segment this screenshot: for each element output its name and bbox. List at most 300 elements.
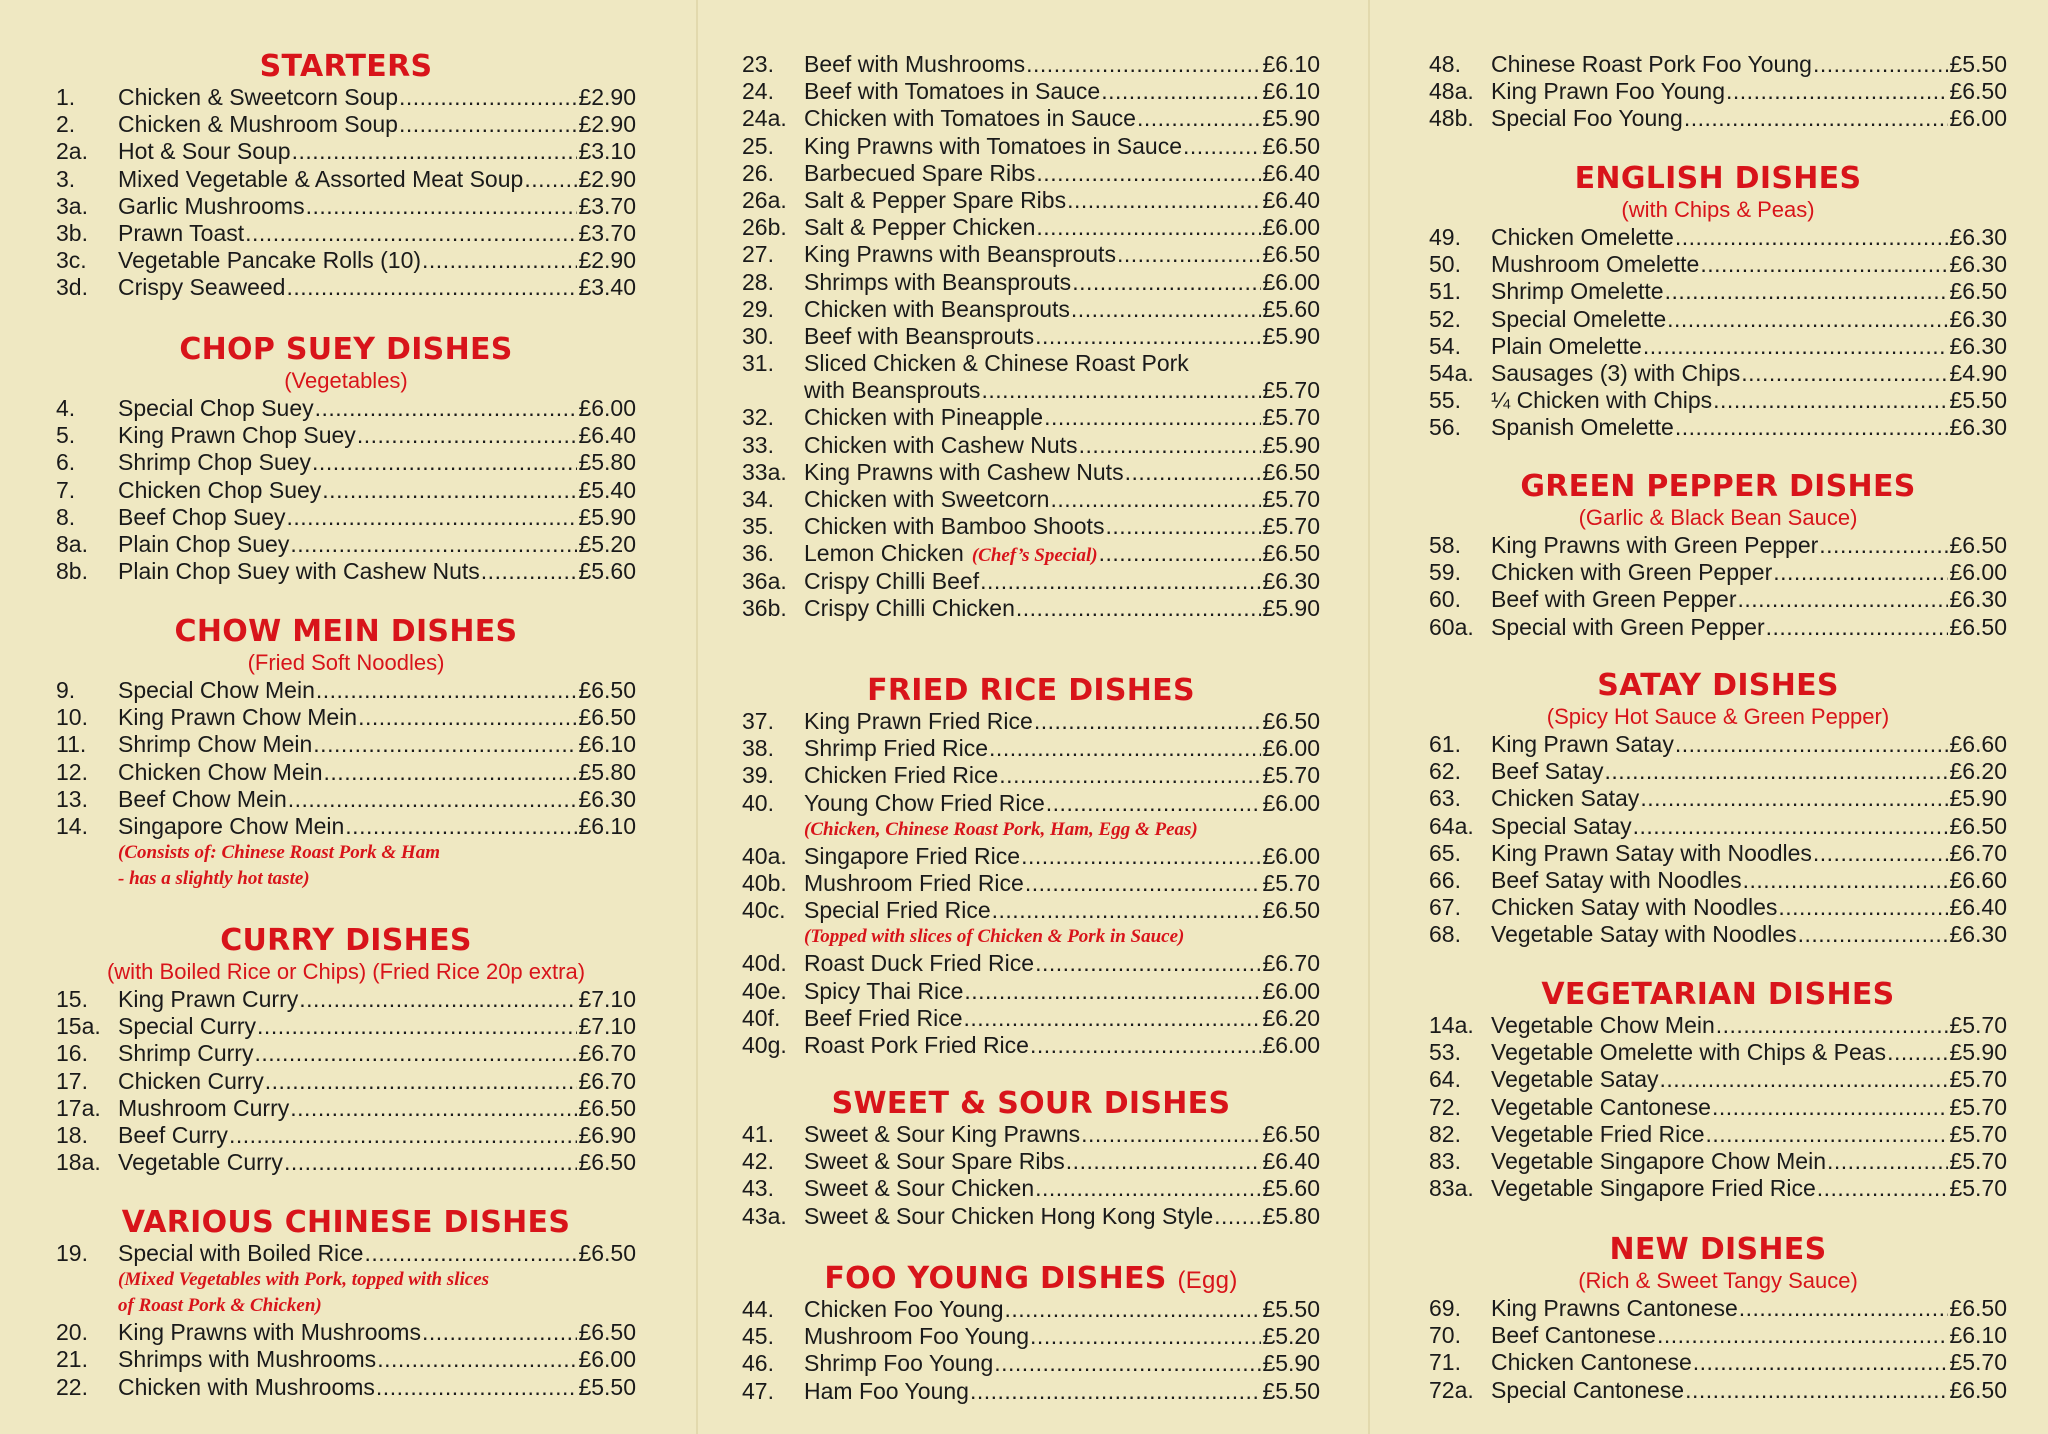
item-number: 41. [742, 1121, 774, 1147]
item-name: Spanish Omelette [1491, 414, 1674, 441]
item-price: £5.70 [1262, 377, 1320, 404]
item-number: 67. [1429, 894, 1461, 921]
menu-item-row [742, 78, 1320, 105]
item-name: Chicken with Tomatoes in Sauce [804, 105, 1136, 132]
item-name: King Prawn Fried Rice [804, 708, 1033, 734]
dot-leader [970, 1378, 1261, 1405]
item-price: £6.00 [578, 1346, 636, 1373]
section-curry-dishes [56, 924, 636, 1176]
item-price: £6.70 [578, 1067, 636, 1094]
menu-item-row [1429, 51, 2007, 78]
item-number: 16. [56, 1040, 88, 1067]
item-name: King Prawns with Beansprouts [804, 241, 1116, 268]
dot-leader [1813, 51, 1949, 78]
item-number: 40d. [742, 950, 787, 977]
item-number: 40f. [742, 1004, 781, 1031]
menu-item-row [742, 51, 1320, 78]
dot-leader [1035, 323, 1261, 350]
menu-item-row [1429, 921, 2007, 948]
dot-leader [357, 422, 578, 449]
item-number: 34. [742, 486, 774, 512]
menu-item-row [1429, 306, 2007, 333]
menu-item-row [1429, 414, 2007, 441]
section-title [742, 1262, 1320, 1296]
item-number: 26. [742, 159, 774, 186]
menu-item-row [1429, 532, 2007, 559]
section-title [742, 674, 1320, 708]
dot-leader [422, 1319, 577, 1346]
item-price: £4.90 [1949, 359, 2007, 386]
dot-leader [1081, 1121, 1261, 1148]
dot-leader [1072, 269, 1261, 296]
item-price: £6.50 [1262, 132, 1320, 159]
section-fried-rice-dishes [742, 674, 1320, 1059]
item-number: 51. [1429, 278, 1461, 305]
item-price: £5.70 [1262, 404, 1320, 431]
item-name-continued: with Beansprouts [804, 377, 981, 404]
dot-leader [322, 477, 577, 504]
dot-leader [1016, 595, 1262, 622]
item-price: £3.70 [578, 192, 636, 219]
item-name: Barbecued Spare Ribs [804, 159, 1036, 186]
item-number: 19. [56, 1240, 88, 1266]
item-name: Vegetable Singapore Fried Rice [1491, 1175, 1816, 1202]
item-number: 54. [1429, 332, 1461, 359]
menu-item-row [742, 1175, 1320, 1202]
dot-leader [1685, 1377, 1948, 1404]
item-number: 6. [56, 449, 76, 476]
dot-leader [265, 1068, 578, 1095]
item-price: £5.90 [1949, 1039, 2007, 1066]
item-price: £5.60 [1262, 295, 1320, 322]
item-price: £2.90 [578, 84, 636, 110]
item-name: King Prawns with Tomatoes in Sauce [804, 132, 1182, 159]
item-note: (Consists of: Chinese Roast Pork & Ham [118, 842, 440, 864]
item-price: £6.10 [578, 812, 636, 839]
item-price: £3.10 [578, 138, 636, 165]
item-number: 59. [1429, 559, 1461, 586]
menu-item-row [56, 166, 636, 193]
menu-item-row [742, 377, 1320, 404]
menu-item-row [1429, 1322, 2007, 1349]
section-title-text: CHOP SUEY DISHES [179, 332, 513, 367]
dot-leader [399, 111, 577, 138]
item-price: £5.20 [1262, 1323, 1320, 1350]
item-price: £5.80 [578, 449, 636, 476]
dot-leader [292, 138, 578, 165]
section-title [742, 1087, 1320, 1121]
item-price: £5.60 [1262, 1175, 1320, 1202]
item-name: Special with Boiled Rice [118, 1240, 364, 1266]
menu-item-row [56, 1040, 636, 1067]
section-title [56, 333, 636, 367]
section-title-text: GREEN PEPPER DISHES [1520, 469, 1916, 504]
item-price: £6.70 [1949, 839, 2007, 866]
item-price: £5.50 [1949, 51, 2007, 77]
item-number: 40a. [742, 842, 787, 869]
menu-item-row [742, 978, 1320, 1005]
item-name: Ham Foo Young [804, 1377, 969, 1404]
item-name: Plain Chop Suey [118, 530, 290, 557]
dot-leader [1693, 1349, 1949, 1376]
section-sweet-sour-dishes [742, 1087, 1320, 1230]
section-subtitle: (Spicy Hot Sauce & Green Pepper) [1546, 704, 1890, 729]
menu-item-row [56, 1068, 636, 1095]
dot-leader [1675, 414, 1949, 441]
item-price: £6.40 [1262, 1148, 1320, 1175]
item-number: 17. [56, 1067, 88, 1094]
menu-item-row [56, 531, 636, 558]
item-price: £7.10 [578, 986, 636, 1012]
dot-leader [1117, 241, 1262, 268]
item-name: Chicken & Mushroom Soup [118, 111, 398, 138]
item-price: £5.70 [1949, 1120, 2007, 1147]
item-name: Beef with Mushrooms [804, 51, 1026, 77]
menu-item-row [742, 432, 1320, 459]
item-price: £6.50 [1949, 1376, 2007, 1403]
menu-item-row [1429, 586, 2007, 613]
section-title [1429, 978, 2007, 1012]
dot-leader [992, 897, 1262, 924]
item-name: Sweet & Sour Chicken [804, 1175, 1035, 1202]
item-number: 71. [1429, 1349, 1461, 1376]
item-price: £6.40 [1262, 159, 1320, 186]
dot-leader [324, 759, 578, 786]
item-name: King Prawns with Cashew Nuts [804, 458, 1124, 485]
menu-item-row [1429, 278, 2007, 305]
dot-leader [1079, 432, 1262, 459]
item-price: £6.50 [1262, 540, 1320, 567]
item-name: Shrimps with Mushrooms [118, 1346, 377, 1373]
dot-leader [1643, 333, 1949, 360]
section-title-text: NEW DISHES [1609, 1232, 1827, 1267]
item-number: 60a. [1429, 613, 1474, 640]
item-number: 42. [742, 1148, 774, 1175]
section-starters [56, 50, 636, 302]
dot-leader [481, 558, 578, 585]
menu-item-row [56, 422, 636, 449]
item-name: Shrimp Omelette [1491, 278, 1664, 305]
menu-item-row [742, 241, 1320, 268]
item-number: 83a. [1429, 1175, 1474, 1202]
dot-leader [1675, 224, 1949, 251]
dot-leader [364, 1240, 577, 1267]
menu-item-row [56, 786, 636, 813]
item-price: £6.40 [578, 422, 636, 449]
item-number: 38. [742, 735, 774, 762]
item-price: £6.30 [1949, 224, 2007, 250]
section-title [1429, 470, 2007, 504]
menu-item-row [742, 762, 1320, 789]
menu-item-row [56, 1240, 636, 1267]
section-subtitle: (with Boiled Rice or Chips) (Fried Rice 20p extra) [106, 959, 586, 984]
item-number: 17a. [56, 1094, 101, 1121]
menu-item-row [742, 540, 1320, 567]
dot-leader [1739, 1295, 1949, 1322]
item-name: Beef with Green Pepper [1491, 586, 1737, 613]
menu-item-row [742, 735, 1320, 762]
item-number: 3b. [56, 219, 88, 246]
menu-item-row [742, 843, 1320, 870]
menu-item-row [742, 1148, 1320, 1175]
section-subtitle: (Garlic & Black Bean Sauce) [1578, 505, 1858, 530]
item-number: 22. [56, 1373, 88, 1400]
item-note: (Chicken, Chinese Roast Pork, Ham, Egg & Peas) [804, 818, 1198, 840]
menu-item-row [56, 1013, 636, 1040]
item-number: 48b. [1429, 105, 1474, 132]
menu-item-row [1429, 251, 2007, 278]
section-chop-suey-dishes [56, 333, 636, 585]
item-name: Chicken Chow Mein [118, 758, 323, 785]
section-title-text: FOO YOUNG DISHES [824, 1261, 1167, 1296]
dot-leader [1036, 214, 1261, 241]
item-name: Special with Green Pepper [1491, 613, 1765, 640]
item-number: 61. [1429, 731, 1461, 757]
dot-leader [377, 1346, 577, 1373]
item-price: £6.60 [1949, 731, 2007, 757]
item-number: 36a. [742, 567, 787, 594]
menu-item-row [742, 160, 1320, 187]
menu-item-row [1429, 867, 2007, 894]
item-name: King Prawn Curry [118, 986, 299, 1012]
dot-leader [1137, 105, 1261, 132]
menu-item-row [1429, 78, 2007, 105]
section-subtitle: (Fried Soft Noodles) [247, 650, 445, 675]
menu-item-row [1429, 559, 2007, 586]
item-number: 39. [742, 762, 774, 789]
item-name: Shrimps with Beansprouts [804, 268, 1072, 295]
item-name: Beef Fried Rice [804, 1004, 963, 1031]
item-price: £5.70 [1262, 762, 1320, 789]
menu-item-row [742, 1378, 1320, 1405]
item-name: Chicken with Sweetcorn [804, 486, 1050, 512]
item-price: £6.50 [1949, 613, 2007, 640]
menu-item-row [1429, 1012, 2007, 1039]
item-number: 21. [56, 1346, 88, 1373]
item-number: 32. [742, 404, 774, 431]
item-name: Garlic Mushrooms [118, 192, 305, 219]
item-name: Vegetable Pancake Rolls (10) [118, 247, 422, 274]
menu-item-row [56, 759, 636, 786]
item-name: Shrimp Fried Rice [804, 735, 989, 762]
dot-leader [1605, 758, 1949, 785]
menu-item-row [1429, 1377, 2007, 1404]
item-name: Plain Omelette [1491, 332, 1642, 359]
item-number: 50. [1429, 251, 1461, 278]
section-continued [742, 51, 1320, 622]
item-note: of Roast Pork & Chicken) [118, 1295, 322, 1317]
dot-leader [1706, 1121, 1949, 1148]
menu-item-row [56, 1374, 636, 1401]
dot-leader [1887, 1039, 1948, 1066]
dot-leader [1067, 187, 1261, 214]
item-number: 30. [742, 322, 774, 349]
dot-leader [316, 677, 578, 704]
item-number: 14a. [1429, 1012, 1474, 1038]
section-foo-young-dishes [742, 1262, 1320, 1405]
item-price: £5.70 [1949, 1066, 2007, 1093]
item-number: 72. [1429, 1093, 1461, 1120]
item-number: 65. [1429, 839, 1461, 866]
dot-leader [288, 786, 578, 813]
item-price: £6.40 [1262, 186, 1320, 213]
dot-leader [964, 1005, 1262, 1032]
item-name: Vegetable Satay with Noodles [1491, 921, 1797, 948]
item-name: Beef with Beansprouts [804, 322, 1035, 349]
dot-leader [980, 568, 1261, 595]
section-title-text: SATAY DISHES [1597, 668, 1839, 703]
item-name: Crispy Seaweed [118, 274, 286, 301]
item-number: 8a. [56, 530, 88, 557]
item-name: Singapore Chow Mein [118, 812, 345, 839]
dot-leader [312, 449, 577, 476]
menu-item-row [742, 595, 1320, 622]
menu-item-row [1429, 894, 2007, 921]
item-name: Beef Satay with Noodles [1491, 866, 1742, 893]
item-price: £6.30 [578, 785, 636, 812]
dot-leader [1665, 278, 1949, 305]
item-name: Mushroom Curry [118, 1094, 290, 1121]
dot-leader [1046, 790, 1262, 817]
item-name: Chicken Omelette [1491, 224, 1674, 250]
item-name: Chicken with Green Pepper [1491, 559, 1773, 586]
menu-item-row [742, 486, 1320, 513]
menu-item-row [56, 138, 636, 165]
section-title-text: SWEET & SOUR DISHES [831, 1086, 1231, 1121]
menu-item-row [56, 1095, 636, 1122]
item-name: Vegetable Fried Rice [1491, 1120, 1705, 1147]
item-name: Mushroom Omelette [1491, 251, 1700, 278]
dot-leader [1817, 1175, 1949, 1202]
item-price: £6.30 [1949, 332, 2007, 359]
item-price: £5.50 [578, 1373, 636, 1400]
item-name: Chicken with Pineapple [804, 404, 1044, 431]
item-price: £6.50 [1262, 458, 1320, 485]
menu-item-row [56, 677, 636, 704]
item-number: 18a. [56, 1149, 101, 1176]
item-number: 3c. [56, 247, 87, 274]
item-price: £6.50 [578, 1094, 636, 1121]
dot-leader [524, 166, 577, 193]
dot-leader [399, 84, 577, 111]
item-name: Special Chow Mein [118, 677, 315, 703]
menu-item-row [742, 897, 1320, 924]
dot-leader [999, 762, 1261, 789]
item-price: £5.70 [1262, 869, 1320, 896]
item-name: Chinese Roast Pork Foo Young [1491, 51, 1812, 77]
item-number: 25. [742, 132, 774, 159]
section-title-text: FRIED RICE DISHES [867, 673, 1195, 708]
dot-leader [1214, 1203, 1261, 1230]
menu-item-row [742, 350, 1320, 377]
menu-item-row [742, 214, 1320, 241]
section-title-text: CURRY DISHES [220, 923, 472, 958]
section-title [56, 1206, 636, 1240]
item-name: Beef Chow Mein [118, 785, 287, 812]
item-name: Chicken & Sweetcorn Soup [118, 84, 398, 110]
dot-leader [1099, 540, 1262, 567]
item-number: 3. [56, 165, 76, 192]
item-price: £5.70 [1949, 1093, 2007, 1120]
menu-item-row [56, 813, 636, 840]
section-title-text: VEGETARIAN DISHES [1541, 977, 1895, 1012]
menu-item-row [56, 193, 636, 220]
item-name: King Prawn Satay with Noodles [1491, 839, 1812, 866]
item-name: Salt & Pepper Chicken [804, 214, 1036, 241]
item-price: £6.20 [1949, 758, 2007, 785]
dot-leader [1675, 731, 1949, 758]
item-number: 54a. [1429, 359, 1474, 386]
item-price: £5.70 [1949, 1147, 2007, 1174]
dot-leader [1183, 133, 1261, 160]
item-name: Beef Chop Suey [118, 503, 286, 530]
item-name: Special Cantonese [1491, 1376, 1685, 1403]
item-name: Mushroom Fried Rice [804, 869, 1024, 896]
item-name: Beef Satay [1491, 758, 1604, 785]
menu-item-row [56, 558, 636, 585]
menu-item-row [742, 870, 1320, 897]
item-number: 40. [742, 789, 774, 816]
item-name: King Prawns Cantonese [1491, 1295, 1738, 1321]
menu-item-row [56, 477, 636, 504]
item-price: £5.90 [1262, 1350, 1320, 1377]
menu-item-row [742, 1005, 1320, 1032]
menu-item-row [56, 1122, 636, 1149]
dot-leader [1035, 1175, 1261, 1202]
item-name: King Prawn Chop Suey [118, 422, 356, 449]
dot-leader [1813, 840, 1949, 867]
item-name: Vegetable Curry [118, 1149, 283, 1176]
dot-leader [981, 377, 1261, 404]
section-vegetarian-dishes [1429, 978, 2007, 1202]
item-price: £5.70 [1262, 513, 1320, 540]
item-number: 47. [742, 1377, 774, 1404]
item-name: King Prawns with Green Pepper [1491, 532, 1819, 558]
item-name: Sausages (3) with Chips [1491, 359, 1741, 386]
item-number: 56. [1429, 414, 1461, 441]
item-price: £2.90 [578, 111, 636, 138]
item-price: £6.30 [1262, 567, 1320, 594]
dot-leader [1778, 894, 1948, 921]
item-price: £6.90 [578, 1121, 636, 1148]
section-title [1429, 162, 2007, 196]
dot-leader [229, 1122, 578, 1149]
menu-item-row [742, 1296, 1320, 1323]
item-note: (Topped with slices of Chicken & Pork in Sauce) [804, 926, 1185, 948]
item-number: 64a. [1429, 812, 1474, 839]
item-number: 36. [742, 540, 774, 567]
item-number: 36b. [742, 594, 787, 621]
item-number: 63. [1429, 785, 1461, 812]
item-number: 9. [56, 677, 76, 703]
menu-item-row [56, 220, 636, 247]
item-price: £2.90 [578, 247, 636, 274]
menu-item-row [742, 708, 1320, 735]
dot-leader [1700, 251, 1948, 278]
item-name: Shrimp Foo Young [804, 1350, 994, 1377]
item-price: £6.10 [1262, 78, 1320, 105]
item-name: Crispy Chilli Chicken [804, 594, 1015, 621]
item-number: 45. [742, 1323, 774, 1350]
dot-leader [1025, 870, 1262, 897]
item-number: 40e. [742, 977, 787, 1004]
panel-fold [1368, 0, 1370, 1434]
menu-item-row [1429, 1094, 2007, 1121]
menu-item-row [742, 568, 1320, 595]
menu-item-row [742, 459, 1320, 486]
item-price: £6.20 [1262, 1004, 1320, 1031]
menu-item-row [1429, 785, 2007, 812]
